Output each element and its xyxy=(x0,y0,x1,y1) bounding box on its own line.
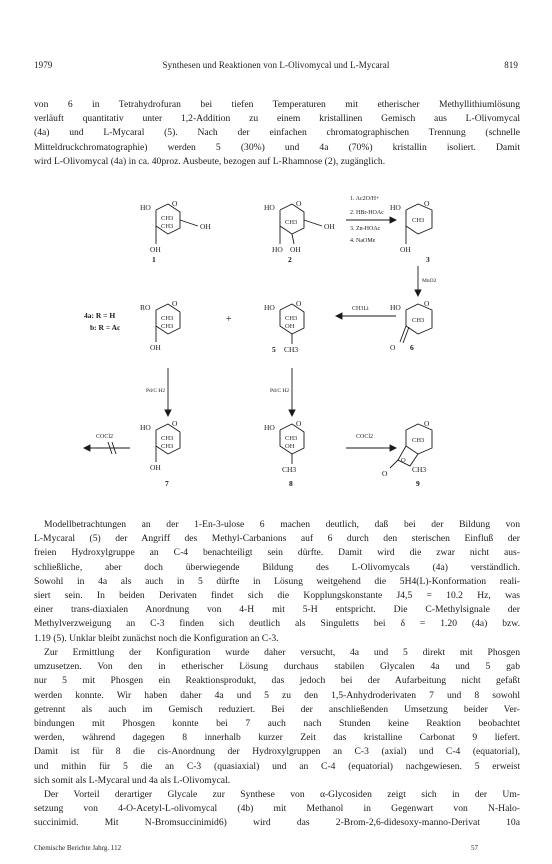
atom-label: O xyxy=(296,419,302,428)
atom-label: CH3 xyxy=(412,437,425,444)
atom-label: CH3 xyxy=(285,219,298,226)
atom-label: OH xyxy=(400,245,411,254)
text-line: werden konnte. Wir haben daher 4a und 5 zu den 1,5-Anhydroderivaten 7 und 8 sowohl xyxy=(34,689,520,701)
text-line: und mithin für 5 die an C-3 (quasiaxial) und an C-4 (equatorial) nachgewiesen. 5 erweist xyxy=(34,760,520,772)
text-line: verläuft quantitativ unter 1,2-Addition zu einem kristallinen Gemisch aus L-Olivomycal xyxy=(34,113,520,125)
text-line: Der Vorteil derartiger Glycale zur Synthese von α-Glycosiden zeigt sich in der Um- xyxy=(44,789,520,800)
text-line: Damit ist für 8 die cis-Anordnung der Hydroxylgruppen an C-3 (axial) und C-4 (equatorial), xyxy=(34,746,520,758)
compound-number-1: 1 xyxy=(152,255,156,264)
atom-label: HO xyxy=(264,303,275,312)
atom-label: OH xyxy=(150,463,161,472)
body-paragraph-1 xyxy=(34,518,520,646)
atom-label: O xyxy=(382,469,388,478)
compound-number-2: 2 xyxy=(288,255,292,264)
text-line: getrennt als auch im Gemisch reduziert. Bei der anschließenden Umsetzung beider Ver- xyxy=(34,703,520,715)
text-line: siert sein. In beiden Derivaten findet sich die Kopplungskonstante J4,5 = 10.2 Hz, was xyxy=(34,590,520,602)
header-title: Synthesen und Reaktionen von L-Olivomycal und L-Mycaral xyxy=(162,60,390,70)
atom-label: O xyxy=(172,419,178,428)
atom-label: CH3 xyxy=(284,345,299,354)
header-year: 1979 xyxy=(34,60,53,70)
atom-label: O xyxy=(401,457,406,464)
reagent-label: Pd/C H2 xyxy=(146,388,166,394)
text-line: succinimid. Mit N-Bromsuccinimid6) wird das 2-Brom-2,6-didesoxy-manno-Derivat 10a xyxy=(34,817,520,829)
atom-label: CH3 xyxy=(412,465,427,474)
atom-label: CH3 xyxy=(412,317,425,324)
text-line: 1.19 (5). Unklar bleibt zunächst noch die Konfiguration an C-3. xyxy=(34,632,279,644)
body-paragraph-3 xyxy=(34,788,520,831)
scheme-drawing xyxy=(60,186,492,516)
footer-number: 57 xyxy=(471,844,478,852)
atom-label: HO xyxy=(140,423,151,432)
atom-label: HO xyxy=(272,245,283,254)
reagent-label: 3. Zn-HOAc xyxy=(350,226,381,232)
atom-label: OH xyxy=(200,222,211,231)
atom-label: O xyxy=(424,299,430,308)
text-line: einer trans-diaxialen Anordnung von 4-H mit 5-H entspricht. Die C-Methylsignale der xyxy=(34,604,520,616)
text-line: werden, während dagegen 8 innerhalb kurzer Zeit das kristalline Carbonat 9 liefert. xyxy=(34,732,520,744)
text-line: setzung von 4-O-Acetyl-L-olivomycal (4b) mit Methanol in Gegenwart von N-Halo- xyxy=(34,803,520,815)
reagent-label: 4. NaOMe xyxy=(350,238,376,244)
compound-number-7: 7 xyxy=(165,479,169,488)
text-line: nur 5 mit Phosgen ein Reaktionsprodukt, das jedoch bei der Aufarbeitung nicht gefaßt xyxy=(34,675,520,687)
atom-label: CH3 xyxy=(161,215,174,222)
text-line: Modellbetrachtungen an der 1-En-3-ulose 6 machen deutlich, daß bei der Bildung von xyxy=(44,519,520,530)
text-line: wird L-Olivomycal (4a) in ca. 40proz. Ausbeute, bezogen auf L-Rhamnose (2), zugänglich. xyxy=(34,155,386,167)
atom-label: O xyxy=(296,199,302,208)
body-paragraph-2 xyxy=(34,646,520,788)
atom-label: CH3 xyxy=(161,435,174,442)
atom-label: O xyxy=(424,419,430,428)
reagent-label: COCl2 xyxy=(356,434,374,440)
text-line: Zur Ermittlung der Konfiguration wurde daher versucht, 4a und 5 direkt mit Phosgen xyxy=(44,647,520,658)
atom-label: CH3 xyxy=(412,217,425,224)
atom-label: CH3 xyxy=(161,323,174,330)
text-line: Sowohl in 4a als auch in 5 dürfte in Lösung weitgehend die 5H4(L)-Konformation reali- xyxy=(34,575,520,587)
atom-label: HO xyxy=(264,423,275,432)
footer-journal: Chemische Berichte Jahrg. 112 xyxy=(34,844,122,852)
text-line: bindungen mit Phosgen konnte bei 7 auch nach Stunden keine Reaktion beobachtet xyxy=(34,718,520,730)
text-line: (4a) und L-Mycaral (5). Nach der einfachen chromatographischen Trennung (schnelle xyxy=(34,127,520,139)
atom-label: CH3 xyxy=(161,443,174,450)
atom-label: RO xyxy=(140,303,151,312)
text-line: Mitteldruckchromatographie) werden 5 (30%) und 4a (70%) kristallin isoliert. Damit xyxy=(34,141,520,153)
reagent-label: COCl2 xyxy=(96,434,114,440)
atom-label: CH3 xyxy=(161,315,174,322)
atom-label: OH xyxy=(150,343,161,352)
atom-label: O xyxy=(172,299,178,308)
atom-label: O xyxy=(296,299,302,308)
compound-label-4a: 4a: R = H xyxy=(84,311,116,320)
text-line: von 6 in Tetrahydrofuran bei tiefen Temperaturen mit etherischer Methyllithiumlösung xyxy=(34,99,520,110)
atom-label: CH3 xyxy=(161,223,174,230)
plus-sign: + xyxy=(226,314,232,325)
reagent-label: CH3Li xyxy=(352,306,369,312)
atom-label: O xyxy=(390,343,396,352)
text-line: umzusetzen. Von den in etherischer Lösung durchaus stabilen Glycalen 4a und 5 gab xyxy=(34,661,520,673)
text-line: sich somit als L-Mycaral und 4a als L-Olivomycal. xyxy=(34,774,231,786)
atom-label: O xyxy=(424,199,430,208)
atom-label: O xyxy=(172,199,178,208)
text-line: freien Hydroxylgruppe an C-4 benachteiligt sein dürfte. Damit wird die zwar nicht aus- xyxy=(34,547,520,559)
atom-label: OH xyxy=(290,245,301,254)
reaction-scheme xyxy=(60,186,492,516)
reagent-label: MnO2 xyxy=(422,278,437,284)
header-page-number: 819 xyxy=(504,60,518,70)
atom-label: CH3 xyxy=(285,315,298,322)
compound-number-9: 9 xyxy=(416,479,420,488)
atom-label: CH3 xyxy=(285,435,298,442)
atom-label: HO xyxy=(390,203,401,212)
compound-number-5: 5 xyxy=(272,345,276,354)
intro-paragraph xyxy=(34,98,520,169)
atom-label: OH xyxy=(324,222,335,231)
reagent-label: 2. HBr-HOAc xyxy=(350,210,384,216)
text-line: L-Mycaral (5) der Angriff des Methyl-Carbanions auf 6 durch den sterischen Einfluß der xyxy=(34,533,520,545)
atom-label: HO xyxy=(390,303,401,312)
atom-label: OH xyxy=(285,443,295,450)
atom-label: OH xyxy=(285,323,295,330)
reagent-label: Pd/C H2 xyxy=(270,388,290,394)
atom-label: HO xyxy=(264,203,275,212)
compound-number-8: 8 xyxy=(289,479,293,488)
compound-label-4b: b: R = Ac xyxy=(90,323,121,332)
compound-number-6: 6 xyxy=(410,343,414,352)
running-header xyxy=(34,60,518,74)
text-line: Methylverzweigung an C-3 finden sich deutlich als Singuletts bei δ = 1.20 (4a) bzw. xyxy=(34,618,520,630)
compound-number-3: 3 xyxy=(426,255,430,264)
atom-label: HO xyxy=(140,203,151,212)
text-line: schließliche, aber doch überwiegende Bildung des L-Olivomycals (4a) verständlich. xyxy=(34,561,520,573)
atom-label: OH xyxy=(150,245,161,254)
atom-label: CH3 xyxy=(282,465,297,474)
reagent-label: 1. Ac2O/H+ xyxy=(350,196,380,202)
